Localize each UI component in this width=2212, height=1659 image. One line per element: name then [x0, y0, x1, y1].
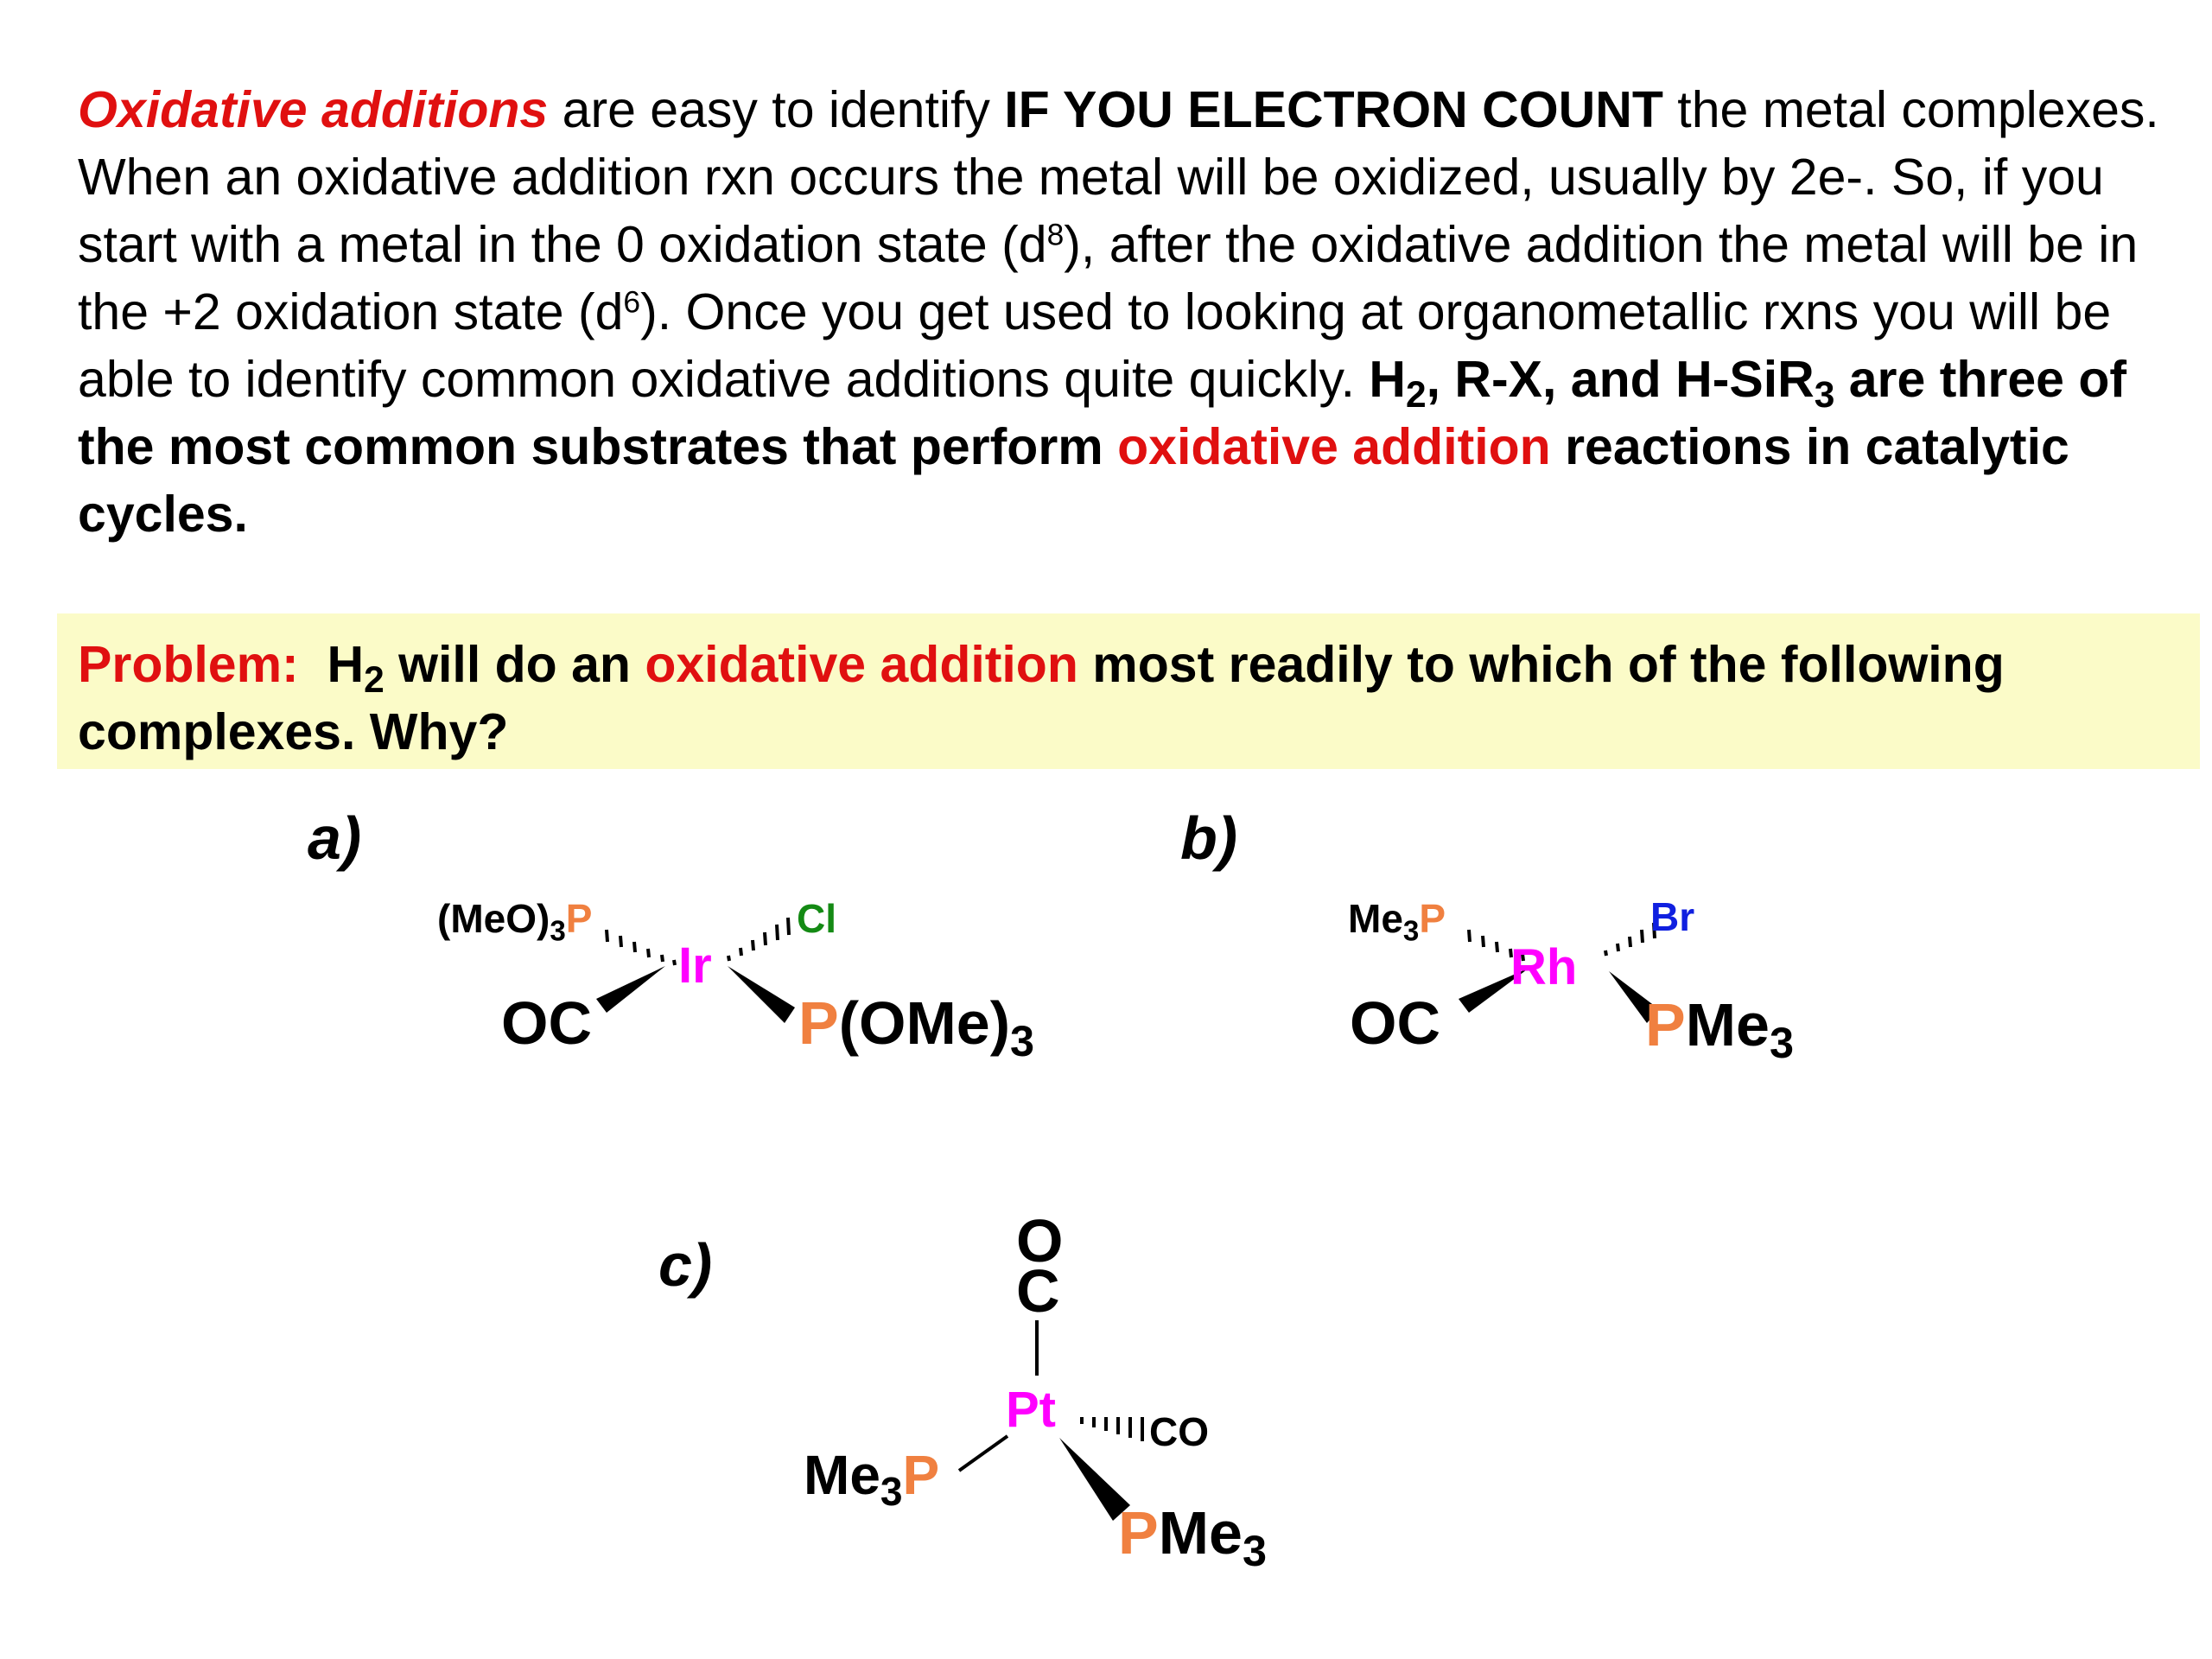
- c-oxygen: O: [1016, 1207, 1064, 1274]
- intro-text-3: ), after the oxidative addition the metal will be in the +2 oxidation state (d: [78, 216, 2139, 340]
- d6-superscript: 6: [623, 284, 641, 320]
- a-chloride: Cl: [797, 896, 836, 941]
- bond-pt-p-left: [959, 1436, 1007, 1471]
- b-me-subscript: 3: [1402, 915, 1420, 948]
- hash-ir-p-top: [607, 930, 675, 965]
- sir3-subscript: 3: [1814, 374, 1835, 416]
- problem-oxidative-addition: oxidative addition: [645, 636, 1078, 693]
- hash-rh-br: [1605, 923, 1655, 956]
- oxidative-addition-red: oxidative addition: [1117, 418, 1551, 475]
- problem-label: Problem:: [78, 636, 299, 693]
- b-bromide: Br: [1650, 894, 1695, 939]
- intro-text-4: ). Once you get used to looking at organometallic rxns you will be able to identify common oxidative additions quite quickly.: [78, 283, 2112, 408]
- c-me-left-subscript: 3: [880, 1468, 903, 1514]
- hash-ir-cl: [728, 918, 789, 961]
- a-ome: (OMe): [838, 989, 1011, 1057]
- problem-text-1: will do an: [384, 636, 645, 693]
- b-top-left-ligand: [1348, 895, 1446, 948]
- a-meo: (MeO): [437, 896, 550, 941]
- a-bottom-p: P: [798, 989, 839, 1057]
- substrates-end: reactions in catalytic cycles.: [78, 418, 2069, 543]
- problem-text-2: most readily to which of the following complexes. Why?: [78, 636, 2005, 760]
- wedge-ir-oc: [596, 966, 665, 1013]
- a-meo-subscript: 3: [550, 915, 566, 948]
- a-carbonyl: OC: [501, 989, 592, 1057]
- a-top-left-ligand: [437, 895, 593, 948]
- c-bottom-p: P: [1118, 1499, 1159, 1567]
- h2-h: H: [1369, 351, 1406, 408]
- b-top-p: P: [1419, 896, 1446, 941]
- rx-text: , R-X, and H-SiR: [1426, 351, 1815, 408]
- substrates-text: are three of the most common substrates that perform: [78, 351, 2127, 475]
- a-top-p: P: [565, 896, 593, 941]
- c-me-bottom: Me: [1158, 1499, 1243, 1567]
- b-me-bottom-subscript: 3: [1769, 1018, 1794, 1068]
- wedge-ir-p: [728, 966, 795, 1023]
- b-me-bottom: Me: [1685, 991, 1770, 1058]
- label-b: b): [1180, 804, 1238, 872]
- oxidative-additions-heading: Oxidative additions: [78, 81, 549, 138]
- c-metal-platinum: Pt: [1006, 1382, 1056, 1438]
- intro-text-1: are easy to identify: [548, 81, 1005, 138]
- a-bottom-right-ligand: [798, 988, 1035, 1066]
- label-a: a): [308, 804, 362, 872]
- intro-text-2: the metal complexes. When an oxidative addition rxn occurs the metal will be oxidized, usually by 2e-. So, if you start with a metal in the 0 oxidation state (d: [78, 81, 2159, 273]
- a-ome-subscript: 3: [1010, 1016, 1035, 1066]
- c-carbonyl-right: CO: [1149, 1409, 1209, 1454]
- electron-count-emphasis: IF YOU ELECTRON COUNT: [1004, 81, 1663, 138]
- d8-superscript: 8: [1046, 217, 1065, 252]
- c-me-bottom-subscript: 3: [1242, 1526, 1267, 1576]
- problem-h: H: [327, 636, 365, 693]
- b-metal-rhodium: Rh: [1510, 939, 1578, 995]
- h2-subscript: 2: [1406, 374, 1427, 416]
- b-carbonyl: OC: [1350, 989, 1440, 1057]
- a-metal-iridium: Ir: [678, 938, 712, 994]
- c-left-ligand: [804, 1443, 940, 1514]
- c-me-left: Me: [804, 1444, 880, 1506]
- b-bottom-p: P: [1645, 991, 1686, 1058]
- problem-h-subscript: 2: [364, 659, 385, 701]
- b-bottom-right-ligand: [1645, 990, 1794, 1068]
- hash-pt-co: [1082, 1417, 1142, 1441]
- c-carbon: C: [1016, 1257, 1060, 1325]
- b-me: Me: [1348, 896, 1403, 941]
- c-bottom-ligand: [1118, 1498, 1267, 1576]
- label-c: c): [658, 1231, 713, 1299]
- c-left-p: P: [902, 1444, 940, 1506]
